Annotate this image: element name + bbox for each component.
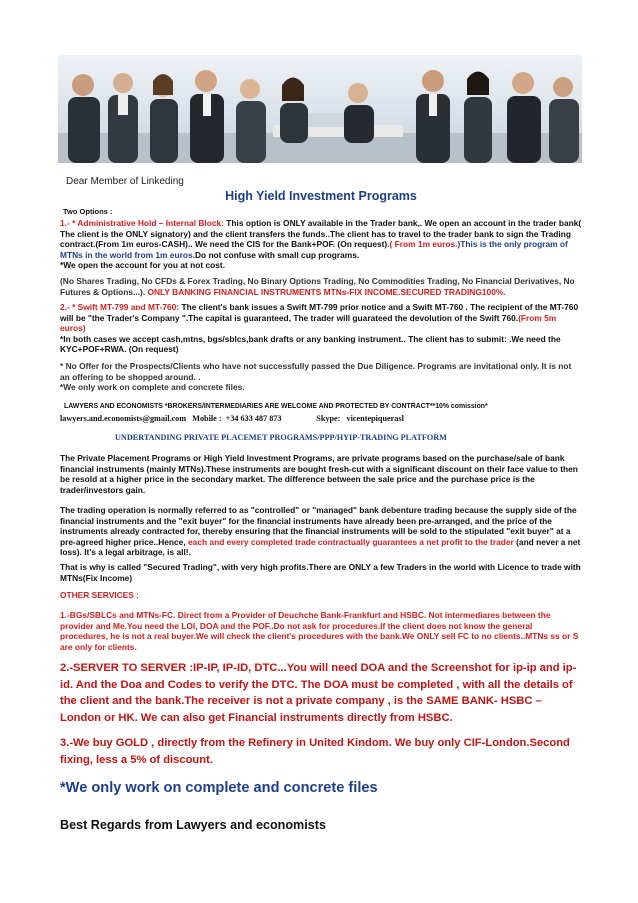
other-services-heading: OTHER SERVICES :: [60, 590, 139, 600]
complete-files-note: *We only work on complete and concrete files.: [60, 382, 245, 393]
secured-trading-paragraph: That is why is called "Secured Trading", with very high profits.There are ONLY a few Traders in the world with Licence to trade with MTNs(Fix Income): [60, 562, 581, 583]
lawyers-line: LAWYERS AND ECONOMISTS *BROKERS/INTERMEDIARIES ARE WELCOME AND PROTECTED BY CONTRACT**10% comission*: [64, 403, 488, 410]
option-1-body: This option is ONLY available in the Trader bank,. We open an account in the trader bank( The client is the ONLY signatory) and the client transfers the funds..The client has to travel to the trader bank to sign the Trading contract.(From 1m euros-CASH).. We need the CIS for the Bank+POF. (On request): [60, 218, 582, 250]
option-2-cases-line: *In both cases we accept cash,mtns, bgs/sblcs,bank drafts or any banking instrument.. The client has to submit: .We need the KYC+POF+RWA. (On request): [60, 333, 561, 355]
option-1-note: )This is the only program of MTNs in the world from 1m euros.: [60, 239, 568, 260]
banking-instruments-note: ONLY BANKING FINANCIAL INSTRUMENTS MTNs-FIX INCOME.SECURED TRADING100%.: [147, 286, 506, 297]
complete-files-heading: *We only work on complete and concrete files: [60, 780, 378, 796]
option-2-heading: 2.- * Swift MT-799 and MT-760:: [60, 302, 180, 312]
contact-line: lawyers.and.economists@gmail.com Mobile : +34 633 487 873 Skype: vicentepiquerasl: [60, 414, 404, 423]
service-2-paragraph: 2.-SERVER TO SERVER :IP-IP, IP-ID, DTC...You will need DOA and the Screenshot for ip-ip and ip-id. And the Doa and Codes to verify the DTC. The DOA must be completed , with all the details of the client and the bank.The receiver is not a private company , is the SAME BANK- HSBC –London or HK. We can also get Financial instruments directly from HSBC.: [60, 662, 577, 724]
header-photo-banner: [58, 55, 582, 163]
no-shares-paragraph: [60, 276, 582, 297]
understanding-heading: UNDERTANDING PRIVATE PLACEMET PROGRAMS/PPP/HYIP-TRADING PLATFORM: [115, 433, 447, 442]
option-1-tail: Do not confuse with small cup programs.: [194, 249, 360, 260]
two-options-label: Two Options :: [63, 207, 113, 216]
net-profit-note: each and every completed trade contractually guarantees a net profit to the trader: [185, 536, 514, 547]
option-1-paragraph: [60, 218, 582, 271]
arbitrage-note: (and never a net loss). It's a legal arbitrage, is all!.: [60, 536, 581, 558]
no-offer-text: * No Offer for the Prospects/Clients who have not successfully passed the Due Diligence. Programs are invitational only. It is not an offering to be shopped around. .: [60, 361, 572, 382]
option-1-account-line: *We open the account for you at not cost.: [60, 260, 226, 271]
service-1-paragraph: 1.-BGs/SBLCs and MTNs-FC. Direct from a Provider of Deuchche Bank-Frankfurt and HSBC. Not intermediares between the provider and Me.You need the LOI, DOA and the POF..Do not ask for procedures.If the client does not know the general procedures, he is not a real buyer.We will check the client's procedures with the bank.We ONLY sell FC to no clients..MTNs ss or S are only for clients.: [60, 610, 579, 652]
option-1-amount: .( From 1m euros.: [387, 239, 458, 250]
option-1-heading: 1.- * Administrative Hold – Internal Block:: [60, 218, 224, 228]
closing-regards: Best Regards from Lawyers and economists: [60, 818, 326, 832]
no-offer-paragraph: [60, 361, 582, 393]
trading-operation-text: The trading operation is normally referred to as "controlled" or "managed" bank debenture trading because the supply side of the financial instruments and the "exit buyer" for the financial instruments have already been pre-arranged, and the price of the instruments already contracted for, thereby ensuring that the financial instruments will be sold to the stipulated "exit buyer" at a pre-agreed higher price..Hence,: [60, 505, 577, 547]
option-2-body: The client's bank issues a Swift MT-799 prior notice and a Swift MT-760 . The recipient of the MT-760 will be "the Trader's Company ".The capital is guaranteed, The trader will guarateed the devolution of the Swift 760.: [60, 302, 579, 323]
option-2-amount: (From 5m euros): [60, 312, 557, 334]
no-shares-text: (No Shares Trading, No CFDs & Forex Trading, No Binary Options Trading, No Commodities Trading, No Financial Derivatives, No Futures & Options...).: [60, 276, 575, 297]
option-2-paragraph: [60, 302, 582, 355]
service-3-paragraph: 3.-We buy GOLD , directly from the Refinery in United Kindom. We buy only CIF-London.Second fixing, less a 5% of discount.: [60, 737, 570, 766]
private-placement-paragraph: The Private Placement Programs or High Yield Investment Programs, are private programs based on the purchase/sale of bank financial instruments (mainly MTNs).These instruments are bought fresh-cut with a significant discount on their face value to then be resold at a higher price in the secondary market. The difference between the sale price and the purchase price is the trader/investors gain.: [60, 453, 578, 495]
document-title: High Yield Investment Programs: [225, 189, 417, 203]
trading-operation-paragraph: [60, 505, 582, 558]
greeting: Dear Member of Linkeding: [66, 176, 184, 187]
